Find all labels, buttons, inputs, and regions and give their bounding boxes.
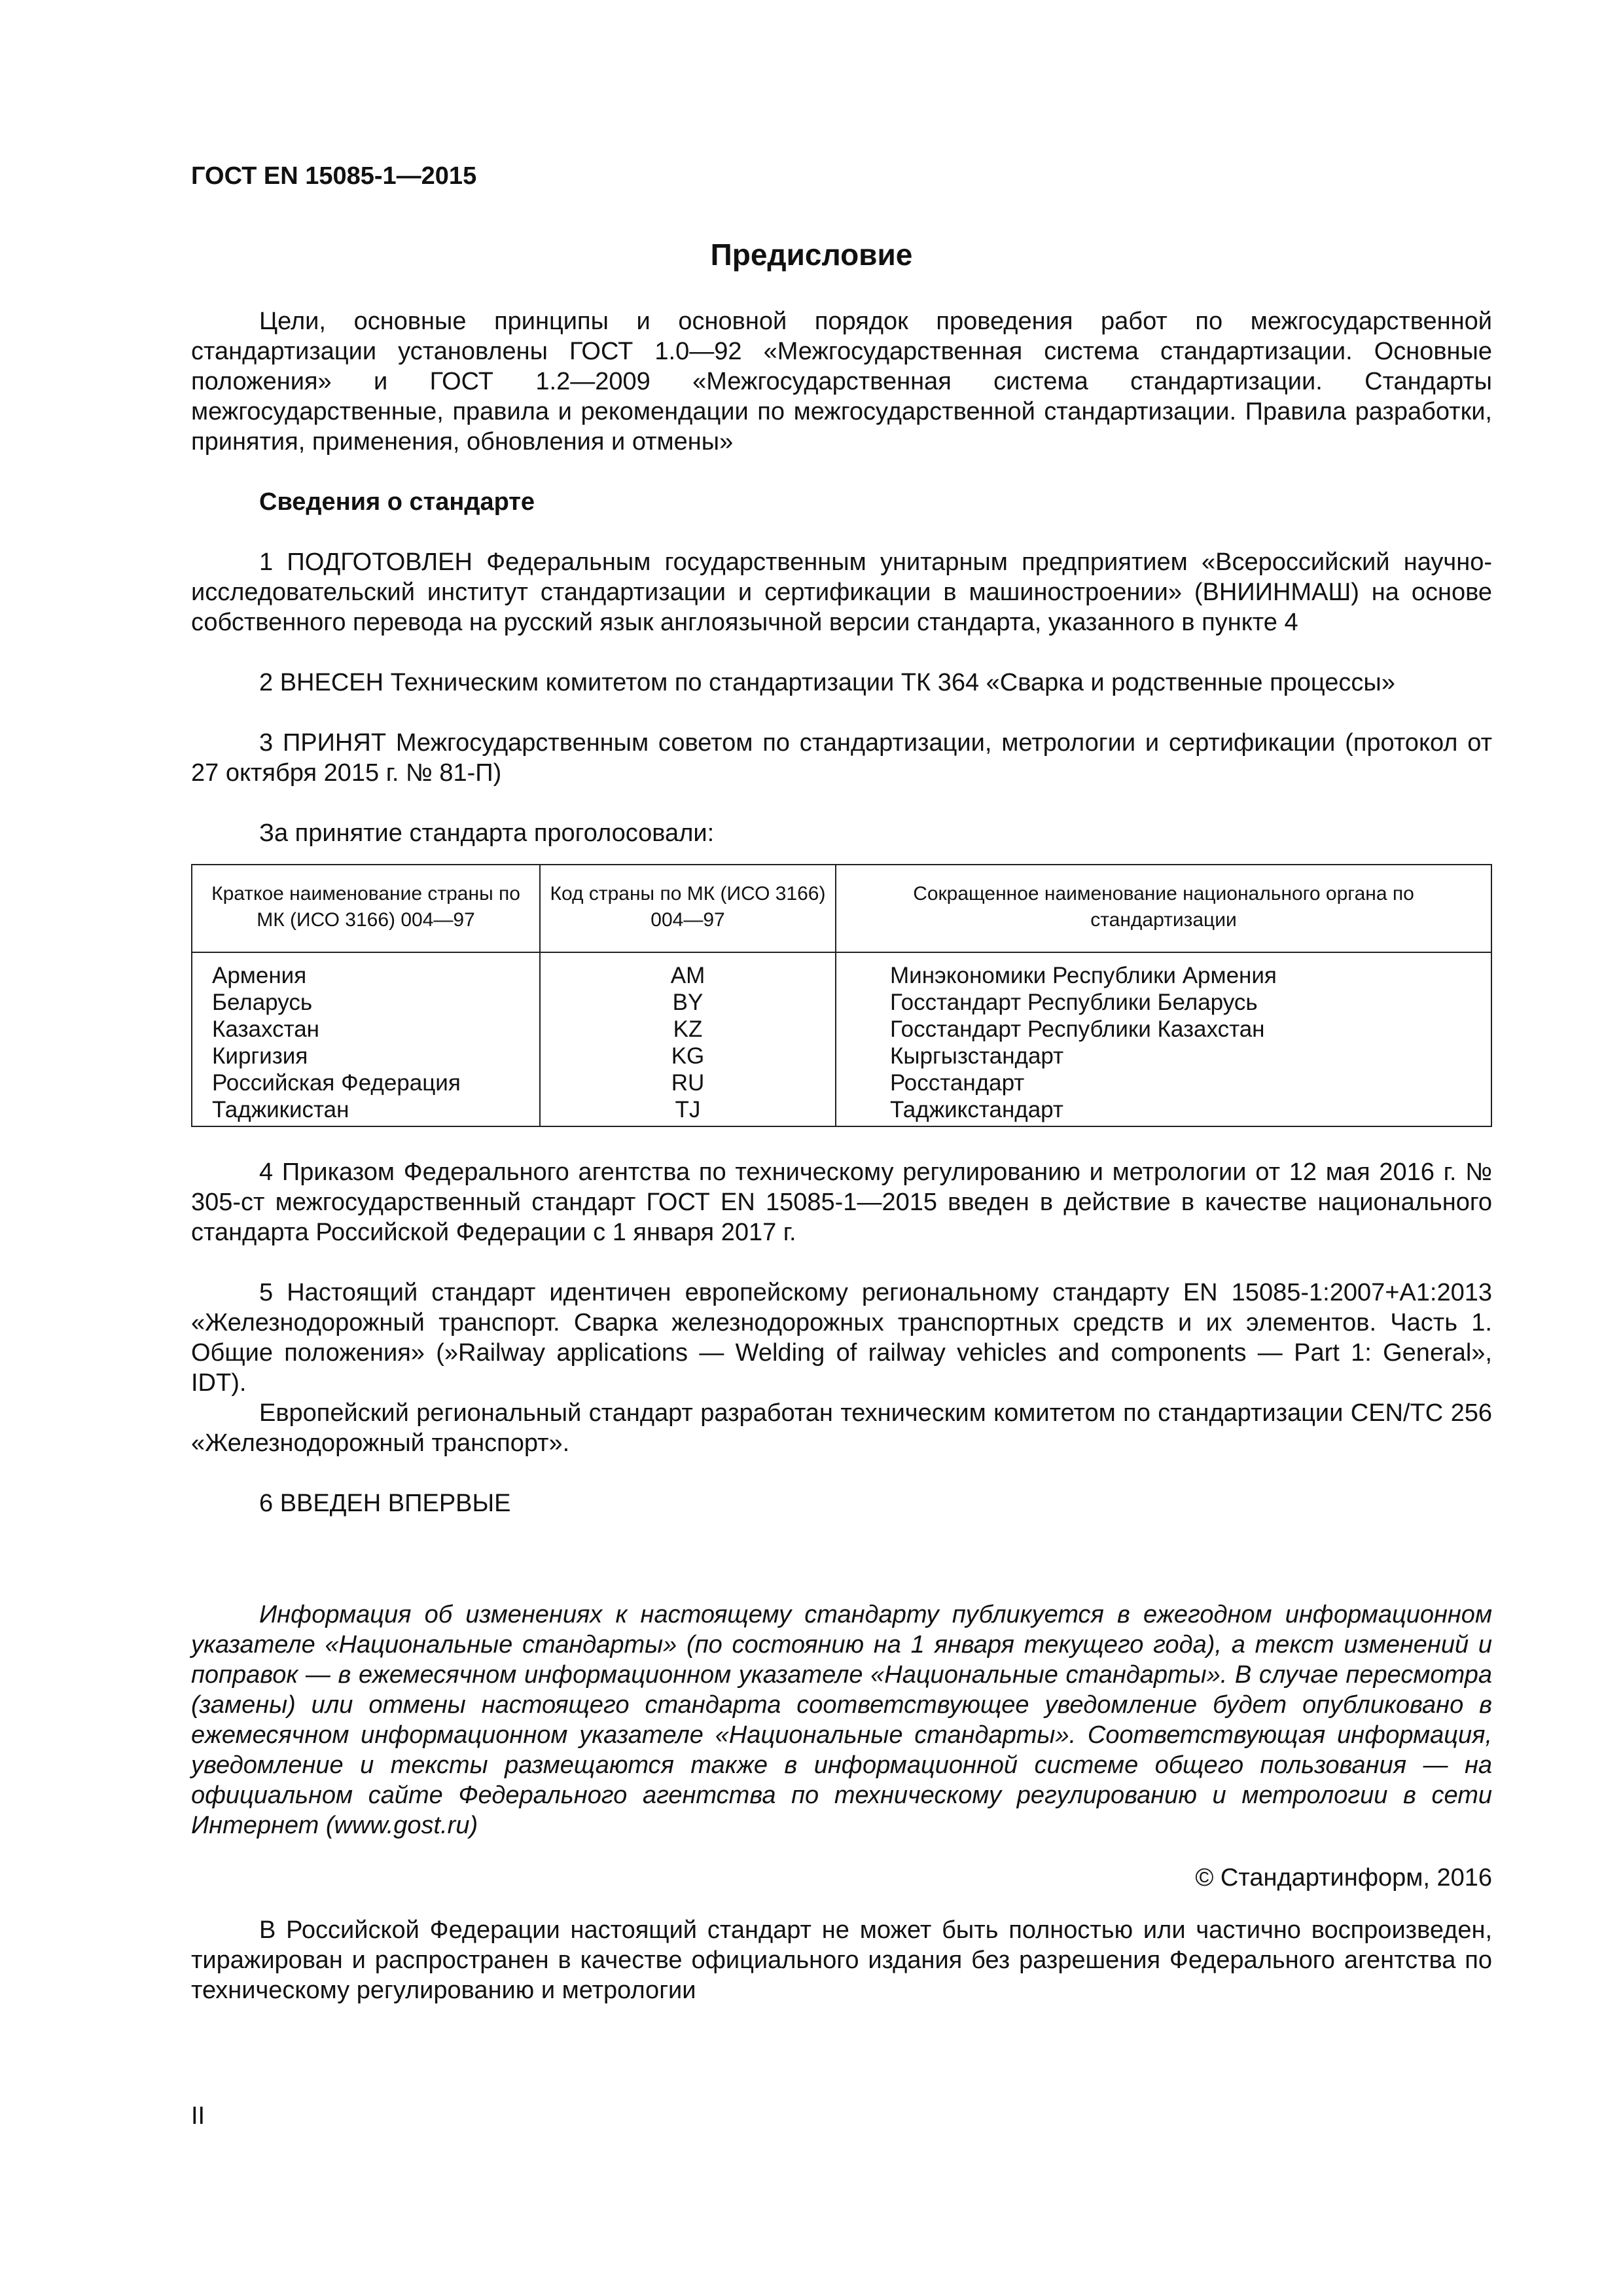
- country-name: Таджикистан: [192, 1096, 540, 1126]
- intro-paragraph: Цели, основные принципы и основной порядок проведения работ по межгосударственной стандартизации установлены ГОСТ 1.0—92 «Межгосударственная система стандартизации. Основные положения» и ГОСТ 1.2—2009 «Межгосударственная система стандартизации. Стандарты межгосударственные, правила и рекомендации по межгосударственной стандартизации. Правила разработки, принятия, применения, обновления и отмены»: [191, 308, 1492, 456]
- standard-info-heading: Сведения о стандарте: [259, 488, 535, 516]
- item-1-paragraph: 1 ПОДГОТОВЛЕН Федеральным государственным унитарным предприятием «Всероссийский научно-исследовательский институт стандартизации и сертификации в машиностроении» (ВНИИНМАШ) на основе собственного перевода на русский язык англоязычной версии стандарта, указанного в пункте 4: [191, 548, 1492, 636]
- table-row: [192, 952, 1491, 989]
- country-code: KG: [540, 1043, 836, 1069]
- reproduction-notice: В Российской Федерации настоящий стандарт не может быть полностью или частично воспроизведен, тиражирован и распространен в качестве официального издания без разрешения Федерального агентства по техническому регулированию и метрологии: [191, 1916, 1492, 2004]
- page-title: Предисловие: [710, 238, 913, 272]
- table-header-organization: Сокращенное наименование национального органа по стандартизации: [836, 865, 1491, 952]
- voting-countries-table: [191, 864, 1492, 1127]
- country-code: AM: [540, 952, 836, 989]
- country-name: Беларусь: [192, 989, 540, 1016]
- table-header-row: [192, 865, 1491, 952]
- item-5-paragraph: 5 Настоящий стандарт идентичен европейскому региональному стандарту EN 15085-1:2007+A1:2013 «Железнодорожный транспорт. Сварка железнодорожных транспортных средств и их элементов. Часть 1. Общие положения» (»Railway applications — Welding of railway vehicles and components — Part 1: General», IDT).: [191, 1279, 1492, 1397]
- vote-intro: За принятие стандарта проголосовали:: [259, 819, 715, 847]
- country-name: Казахстан: [192, 1016, 540, 1043]
- item-2-paragraph: 2 ВНЕСЕН Техническим комитетом по стандартизации ТК 364 «Сварка и родственные процессы»: [259, 669, 1395, 696]
- country-code: KZ: [540, 1016, 836, 1043]
- national-body: Кыргызстандарт: [836, 1043, 1491, 1069]
- table-row: [192, 1043, 1491, 1069]
- national-body: Госстандарт Республики Беларусь: [836, 989, 1491, 1016]
- table-row: [192, 1069, 1491, 1096]
- item-5-continuation: Европейский региональный стандарт разработан техническим комитетом по стандартизации CEN/TC 256 «Железнодорожный транспорт».: [191, 1399, 1492, 1457]
- table-header-code: Код страны по МК (ИСО 3166) 004—97: [540, 865, 836, 952]
- country-name: Российская Федерация: [192, 1069, 540, 1096]
- item-4-paragraph: 4 Приказом Федерального агентства по техническому регулированию и метрологии от 12 мая 2016 г. № 305-ст межгосударственный стандарт ГОСТ EN 15085-1—2015 введен в действие в качестве национального стандарта Российской Федерации с 1 января 2017 г.: [191, 1158, 1492, 1246]
- table-row: [192, 989, 1491, 1016]
- table-header-country: Краткое наименование страны по МК (ИСО 3166) 004—97: [192, 865, 540, 952]
- national-body: Таджикстандарт: [836, 1096, 1491, 1126]
- item-3-paragraph: 3 ПРИНЯТ Межгосударственным советом по стандартизации, метрологии и сертификации (протокол от 27 октября 2015 г. № 81-П): [191, 729, 1492, 787]
- national-body: Росстандарт: [836, 1069, 1491, 1096]
- copyright-line: © Стандартинформ, 2016: [1195, 1864, 1492, 1892]
- table-row: [192, 1096, 1491, 1126]
- country-code: RU: [540, 1069, 836, 1096]
- national-body: Минэкономики Республики Армения: [836, 952, 1491, 989]
- country-name: Киргизия: [192, 1043, 540, 1069]
- table-row: [192, 1016, 1491, 1043]
- country-name: Армения: [192, 952, 540, 989]
- item-6-paragraph: 6 ВВЕДЕН ВПЕРВЫЕ: [259, 1490, 511, 1517]
- foreword-content: [191, 306, 1492, 2005]
- page-number: II: [191, 2102, 205, 2130]
- country-code: TJ: [540, 1096, 836, 1126]
- document-code: ГОСТ EN 15085-1—2015: [191, 162, 477, 190]
- country-code: BY: [540, 989, 836, 1016]
- national-body: Госстандарт Республики Казахстан: [836, 1016, 1491, 1043]
- changes-notice: Информация об изменениях к настоящему стандарту публикуется в ежегодном информационном указателе «Национальные стандарты» (по состоянию на 1 января текущего года), а текст изменений и поправок — в ежемесячном информационном указателе «Национальные стандарты». В случае пересмотра (замены) или отмены настоящего стандарта соответствующее уведомление будет опубликовано в ежемесячном информационном указателе «Национальные стандарты». Соответствующая информация, уведомление и тексты размещаются также в информационной системе общего пользования — на официальном сайте Федерального агентства по техническому регулированию и метрологии в сети Интернет (www.gost.ru): [191, 1601, 1492, 1839]
